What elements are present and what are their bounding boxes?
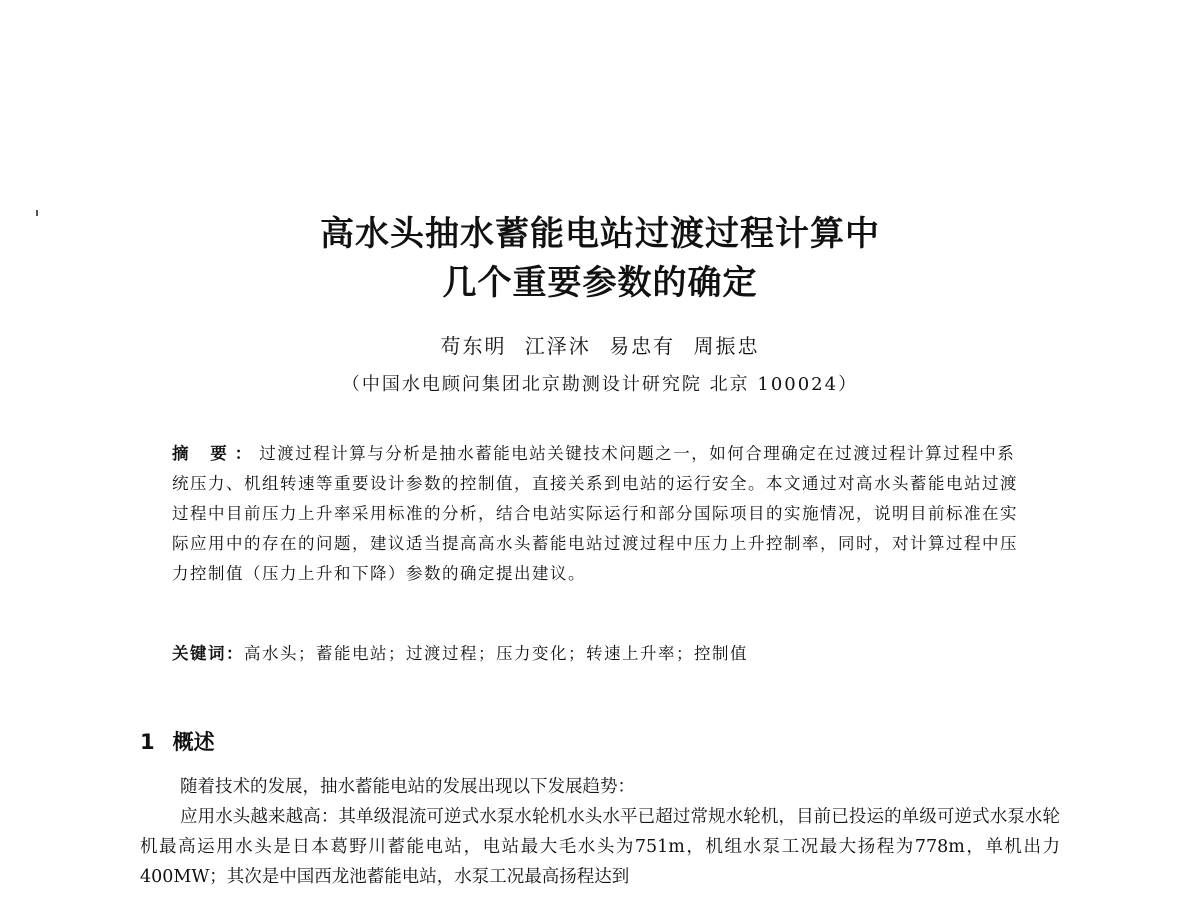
paper-title-line-2: 几个重要参数的确定 (442, 263, 758, 303)
author-affiliation: （中国水电顾问集团北京勘测设计研究院 北京 100024） (341, 374, 859, 395)
body-text (140, 772, 1060, 892)
keywords-label: 关键词： (172, 644, 244, 663)
author-list: 苟东明 江泽沐 易忠有 周振忠 (440, 334, 760, 358)
keywords-text: 高水头；蓄能电站；过渡过程；压力变化；转速上升率；控制值 (244, 644, 748, 663)
paper-title-line-1: 高水头抽水蓄能电站过渡过程计算中 (320, 214, 880, 254)
abstract-text: 过渡过程计算与分析是抽水蓄能电站关键技术问题之一，如何合理确定在过渡过程计算过程中系统压力、机组转速等重要设计参数的控制值，直接关系到电站的运行安全。本文通过对高水头蓄能电站过渡过程中目前压力上升率采用标准的分析，结合电站实际运行和部分国际项目的实施情况，说明目前标准在实际应用中的存在的问题，建议适当提高高水头蓄能电站过渡过程中压力上升控制率，同时，对计算过程中压力控制值（压力上升和下降）参数的确定提出建议。 (172, 444, 1018, 583)
abstract (172, 439, 1032, 589)
body-paragraph-1: 随着技术的发展，抽水蓄能电站的发展出现以下发展趋势： (180, 777, 635, 797)
abstract-label: 摘 要： (172, 444, 260, 463)
section-title: 概述 (172, 730, 215, 754)
section-number: 1 (140, 730, 155, 754)
body-paragraph-2: 应用水头越来越高：其单级混流可逆式水泵水轮机水头水平已超过常规水轮机，目前已投运的单级可逆式水泵水轮机最高运用水头是日本葛野川蓄能电站，电站最大毛水头为751m，机组水泵工况最大扬程为778m，单机出力400MW；其次是中国西龙池蓄能电站，水泵工况最高扬程达到 (140, 807, 1060, 887)
keywords (172, 640, 1032, 664)
section-heading-1 (140, 726, 215, 756)
